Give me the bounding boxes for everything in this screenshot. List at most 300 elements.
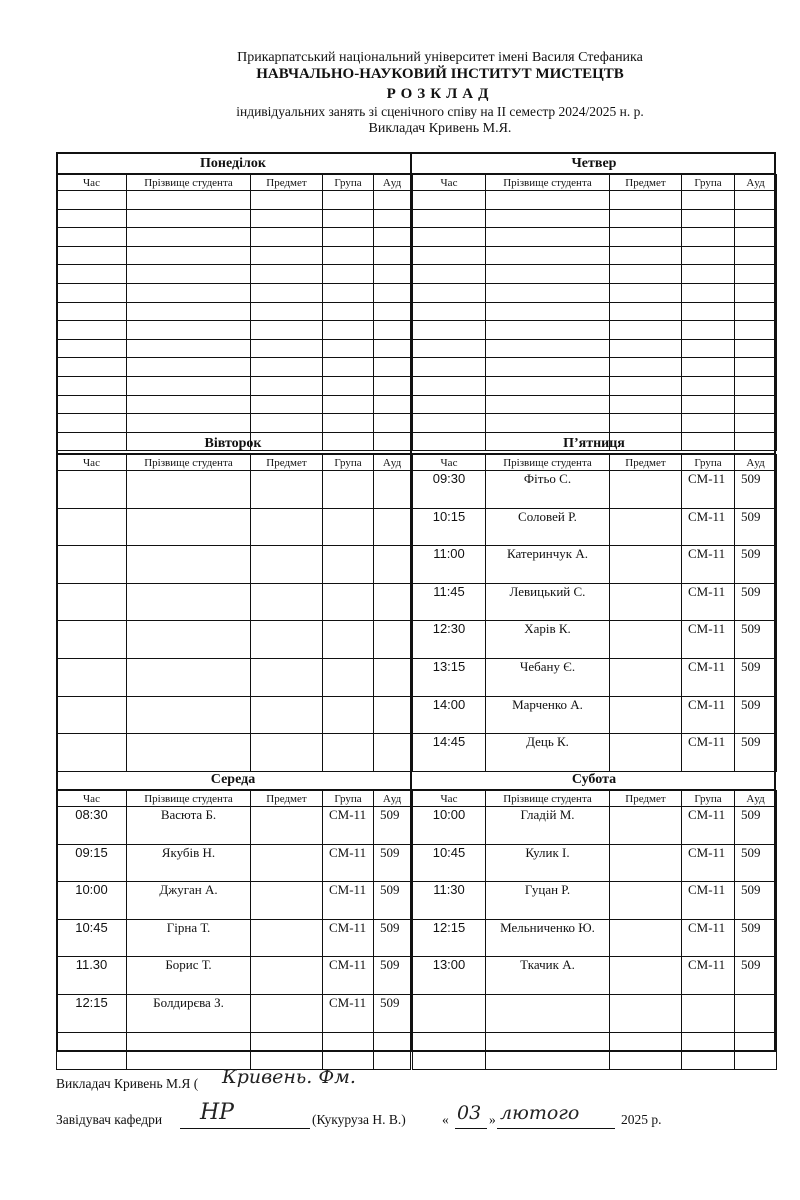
table-row: [57, 321, 411, 340]
cell-group: СМ-11: [682, 807, 735, 845]
column-header-group: Група: [323, 791, 374, 807]
table-row: [413, 546, 777, 584]
table-row: [57, 228, 411, 247]
column-header-room: Aуд: [374, 791, 411, 807]
cell-subject: [610, 191, 682, 210]
cell-group: СМ-11: [682, 546, 735, 584]
cell-time: 11:30: [413, 882, 486, 920]
cell-subject: [610, 395, 682, 414]
table-row: [57, 1032, 411, 1070]
cell-room: 509: [735, 508, 777, 546]
table-row: [57, 583, 411, 621]
cell-subject: [251, 358, 323, 377]
cell-student: Чебану Є.: [486, 658, 610, 696]
cell-group: СМ-11: [682, 658, 735, 696]
cell-room: [735, 339, 777, 358]
table-row: [413, 283, 777, 302]
cell-room: [735, 265, 777, 284]
panel-tuesday: [56, 434, 410, 770]
cell-room: [374, 1032, 411, 1070]
cell-subject: [251, 321, 323, 340]
cell-subject: [610, 209, 682, 228]
cell-room: [735, 283, 777, 302]
cell-student: Гірна Т.: [127, 919, 251, 957]
column-header-student: Прізвище студента: [127, 791, 251, 807]
cell-group: СМ-11: [323, 844, 374, 882]
cell-room: [735, 395, 777, 414]
cell-group: [323, 321, 374, 340]
table-row: [57, 471, 411, 509]
document-subtitle: індивідуальних занять зі сценічного співу на ІІ семестр 2024/2025 н. р.: [236, 104, 644, 119]
cell-subject: [251, 209, 323, 228]
cell-time: [57, 546, 127, 584]
cell-student: Ткачик А.: [486, 957, 610, 995]
table-row: [57, 246, 411, 265]
cell-subject: [610, 696, 682, 734]
cell-room: [374, 302, 411, 321]
cell-student: Борис Т.: [127, 957, 251, 995]
table-row: [57, 209, 411, 228]
cell-time: [413, 209, 486, 228]
cell-time: [57, 283, 127, 302]
cell-group: [323, 621, 374, 659]
table-row: [413, 508, 777, 546]
cell-room: [374, 734, 411, 772]
cell-student: [127, 546, 251, 584]
table-row: [57, 882, 411, 920]
cell-student: Соловей Р.: [486, 508, 610, 546]
column-header-room: Aуд: [735, 791, 777, 807]
cell-group: [323, 376, 374, 395]
cell-student: [486, 302, 610, 321]
cell-time: 08:30: [57, 807, 127, 845]
cell-group: [682, 395, 735, 414]
cell-subject: [610, 621, 682, 659]
cell-room: [374, 246, 411, 265]
cell-room: 509: [735, 658, 777, 696]
panel-thursday: [412, 154, 776, 434]
cell-time: [57, 583, 127, 621]
table-row: [413, 471, 777, 509]
cell-subject: [610, 1032, 682, 1070]
cell-student: [127, 209, 251, 228]
table-row: [413, 807, 777, 845]
cell-subject: [610, 994, 682, 1032]
cell-time: 11:00: [413, 546, 486, 584]
cell-group: [323, 339, 374, 358]
schedule-table-monday: [56, 174, 411, 451]
table-row: [57, 376, 411, 395]
cell-subject: [610, 302, 682, 321]
cell-group: СМ-11: [682, 621, 735, 659]
column-header-time: Час: [57, 175, 127, 191]
column-header-subject: Предмет: [610, 175, 682, 191]
cell-room: 509: [735, 734, 777, 772]
cell-group: [323, 265, 374, 284]
cell-subject: [251, 376, 323, 395]
panel-monday: [56, 154, 410, 434]
cell-time: 09:30: [413, 471, 486, 509]
column-header-room: Aуд: [735, 455, 777, 471]
cell-student: [486, 376, 610, 395]
cell-student: [127, 395, 251, 414]
cell-room: [374, 658, 411, 696]
cell-group: [682, 246, 735, 265]
table-row: [57, 658, 411, 696]
cell-subject: [610, 583, 682, 621]
cell-time: [413, 246, 486, 265]
cell-room: 509: [735, 621, 777, 659]
cell-room: 509: [374, 807, 411, 845]
cell-time: 09:15: [57, 844, 127, 882]
column-header-time: Час: [57, 791, 127, 807]
cell-student: [127, 228, 251, 247]
day-title-thursday: Четвер: [412, 154, 776, 174]
cell-student: [127, 508, 251, 546]
cell-student: [486, 321, 610, 340]
schedule-table-tuesday: [56, 454, 411, 772]
day-title-tuesday: Вівторок: [56, 434, 410, 454]
cell-room: [374, 376, 411, 395]
cell-time: [57, 302, 127, 321]
cell-time: 10:00: [413, 807, 486, 845]
table-row: [57, 283, 411, 302]
cell-time: [413, 395, 486, 414]
table-row: [413, 696, 777, 734]
cell-room: [374, 339, 411, 358]
cell-time: [413, 376, 486, 395]
cell-room: [735, 994, 777, 1032]
cell-room: [374, 283, 411, 302]
cell-group: СМ-11: [682, 471, 735, 509]
cell-student: [127, 658, 251, 696]
document-title: РОЗКЛАД: [386, 86, 494, 102]
cell-subject: [251, 621, 323, 659]
cell-subject: [251, 228, 323, 247]
cell-subject: [610, 658, 682, 696]
cell-subject: [610, 339, 682, 358]
cell-group: [682, 1032, 735, 1070]
column-header-student: Прізвище студента: [127, 455, 251, 471]
column-header-group: Група: [323, 175, 374, 191]
cell-room: [735, 209, 777, 228]
cell-group: [682, 376, 735, 395]
table-row: [413, 246, 777, 265]
cell-time: 14:00: [413, 696, 486, 734]
table-row: [57, 414, 411, 433]
column-header-time: Час: [57, 455, 127, 471]
cell-student: Гладій М.: [486, 807, 610, 845]
cell-group: СМ-11: [682, 919, 735, 957]
cell-room: [735, 228, 777, 247]
table-row: [57, 191, 411, 210]
cell-time: [413, 191, 486, 210]
table-row: [57, 844, 411, 882]
table-row: [413, 302, 777, 321]
cell-student: Болдирєва З.: [127, 994, 251, 1032]
cell-room: 509: [735, 583, 777, 621]
table-row: [57, 395, 411, 414]
cell-student: [127, 339, 251, 358]
cell-room: 509: [735, 471, 777, 509]
cell-subject: [251, 844, 323, 882]
table-row: [413, 583, 777, 621]
cell-subject: [610, 546, 682, 584]
cell-room: [735, 191, 777, 210]
cell-group: СМ-11: [323, 882, 374, 920]
cell-student: [486, 191, 610, 210]
cell-group: [323, 696, 374, 734]
cell-subject: [610, 376, 682, 395]
cell-time: [57, 339, 127, 358]
cell-time: [57, 395, 127, 414]
cell-group: [682, 209, 735, 228]
cell-room: 509: [735, 546, 777, 584]
cell-subject: [251, 734, 323, 772]
cell-room: [374, 508, 411, 546]
cell-student: [486, 994, 610, 1032]
cell-group: СМ-11: [682, 583, 735, 621]
column-header-student: Прізвище студента: [486, 175, 610, 191]
cell-subject: [251, 807, 323, 845]
cell-student: [127, 265, 251, 284]
date-quote-close: »: [489, 1112, 496, 1127]
cell-student: Гуцан Р.: [486, 882, 610, 920]
cell-group: [323, 414, 374, 433]
cell-subject: [251, 1032, 323, 1070]
cell-time: [413, 321, 486, 340]
column-header-subject: Предмет: [610, 791, 682, 807]
cell-group: [323, 246, 374, 265]
cell-group: [682, 228, 735, 247]
cell-group: [323, 358, 374, 377]
column-header-group: Група: [323, 455, 374, 471]
university-name: Прикарпатський національний університет імені Василя Стефаника: [237, 50, 643, 65]
cell-subject: [251, 191, 323, 210]
cell-time: 13:00: [413, 957, 486, 995]
cell-group: [323, 191, 374, 210]
cell-room: 509: [374, 957, 411, 995]
cell-group: СМ-11: [323, 994, 374, 1032]
cell-student: [127, 583, 251, 621]
table-row: [413, 376, 777, 395]
cell-group: [323, 1032, 374, 1070]
column-header-subject: Предмет: [610, 455, 682, 471]
cell-subject: [610, 471, 682, 509]
cell-student: [127, 696, 251, 734]
table-row: [413, 209, 777, 228]
table-row: [57, 734, 411, 772]
panel-saturday: [412, 770, 776, 1050]
cell-time: [57, 1032, 127, 1070]
cell-subject: [610, 283, 682, 302]
cell-time: [57, 228, 127, 247]
cell-room: [374, 209, 411, 228]
cell-student: [127, 734, 251, 772]
cell-group: СМ-11: [682, 696, 735, 734]
cell-time: [57, 246, 127, 265]
cell-time: [413, 358, 486, 377]
table-row: [57, 994, 411, 1032]
schedule-table-friday: [412, 454, 777, 772]
column-header-room: Aуд: [374, 175, 411, 191]
cell-subject: [251, 957, 323, 995]
schedule-table-saturday: [412, 790, 777, 1070]
cell-subject: [251, 414, 323, 433]
cell-time: 12:15: [57, 994, 127, 1032]
cell-group: [323, 583, 374, 621]
cell-subject: [610, 882, 682, 920]
cell-time: [57, 265, 127, 284]
cell-subject: [610, 844, 682, 882]
table-row: [413, 882, 777, 920]
column-header-group: Група: [682, 175, 735, 191]
table-row: [57, 508, 411, 546]
cell-group: СМ-11: [682, 844, 735, 882]
cell-group: [323, 228, 374, 247]
column-header-room: Aуд: [374, 455, 411, 471]
cell-group: СМ-11: [682, 508, 735, 546]
panel-wednesday: [56, 770, 410, 1050]
cell-student: [486, 228, 610, 247]
institute-name: НАВЧАЛЬНО-НАУКОВИЙ ІНСТИТУТ МИСТЕЦТВ: [256, 66, 624, 82]
cell-group: [323, 209, 374, 228]
cell-student: Джуган А.: [127, 882, 251, 920]
table-row: [57, 339, 411, 358]
cell-subject: [610, 508, 682, 546]
cell-subject: [251, 696, 323, 734]
cell-group: [682, 191, 735, 210]
cell-time: [413, 283, 486, 302]
head-of-department-label: Завідувач кафедри: [56, 1112, 163, 1127]
cell-subject: [251, 658, 323, 696]
cell-group: СМ-11: [323, 807, 374, 845]
cell-time: [413, 265, 486, 284]
date-month-line: [497, 1128, 615, 1129]
cell-time: [57, 471, 127, 509]
cell-time: 10:15: [413, 508, 486, 546]
cell-subject: [251, 508, 323, 546]
table-row: [57, 621, 411, 659]
cell-time: [413, 228, 486, 247]
cell-group: [323, 658, 374, 696]
cell-student: Левицький С.: [486, 583, 610, 621]
table-row: [413, 734, 777, 772]
cell-room: [735, 302, 777, 321]
cell-student: [127, 414, 251, 433]
cell-subject: [251, 265, 323, 284]
table-row: [413, 658, 777, 696]
cell-time: [413, 302, 486, 321]
cell-student: [486, 339, 610, 358]
date-quote-open: «: [442, 1112, 449, 1127]
cell-room: [735, 376, 777, 395]
cell-group: [682, 339, 735, 358]
cell-group: [682, 994, 735, 1032]
cell-subject: [610, 414, 682, 433]
cell-subject: [251, 919, 323, 957]
cell-student: [127, 471, 251, 509]
cell-room: [374, 621, 411, 659]
column-header-time: Час: [413, 455, 486, 471]
cell-time: [57, 696, 127, 734]
cell-student: [127, 376, 251, 395]
cell-subject: [251, 994, 323, 1032]
cell-subject: [251, 583, 323, 621]
cell-subject: [251, 283, 323, 302]
cell-subject: [610, 807, 682, 845]
cell-group: [323, 471, 374, 509]
date-day: 03: [457, 1102, 482, 1124]
cell-room: 509: [735, 882, 777, 920]
cell-student: [486, 358, 610, 377]
cell-room: [374, 265, 411, 284]
column-header-subject: Предмет: [251, 175, 323, 191]
column-header-room: Aуд: [735, 175, 777, 191]
cell-student: Дець К.: [486, 734, 610, 772]
table-row: [413, 994, 777, 1032]
teacher-signature-label: Викладач Кривень М.Я (: [56, 1076, 199, 1091]
cell-time: 13:15: [413, 658, 486, 696]
cell-time: [57, 209, 127, 228]
teacher-signature: Кривень. Фм.: [222, 1066, 356, 1088]
cell-student: [486, 414, 610, 433]
cell-student: Якубів Н.: [127, 844, 251, 882]
cell-student: Мельниченко Ю.: [486, 919, 610, 957]
cell-time: [57, 734, 127, 772]
cell-time: [57, 414, 127, 433]
cell-group: [682, 358, 735, 377]
cell-subject: [251, 882, 323, 920]
table-row: [57, 546, 411, 584]
cell-subject: [610, 957, 682, 995]
cell-room: 509: [374, 844, 411, 882]
table-row: [413, 358, 777, 377]
day-title-saturday: Субота: [412, 770, 776, 790]
table-row: [57, 919, 411, 957]
table-row: [57, 957, 411, 995]
cell-time: 10:45: [57, 919, 127, 957]
cell-student: [127, 321, 251, 340]
day-title-wednesday: Середа: [56, 770, 410, 790]
teacher-line: Викладач Кривень М.Я.: [368, 121, 512, 136]
cell-room: [374, 321, 411, 340]
cell-subject: [251, 246, 323, 265]
cell-student: [127, 246, 251, 265]
cell-time: [413, 1032, 486, 1070]
column-header-subject: Предмет: [251, 455, 323, 471]
cell-subject: [610, 358, 682, 377]
cell-room: 509: [735, 919, 777, 957]
table-row: [413, 265, 777, 284]
cell-student: Харів К.: [486, 621, 610, 659]
column-header-student: Прізвище студента: [486, 791, 610, 807]
cell-student: Фітьо С.: [486, 471, 610, 509]
cell-student: Катеринчук А.: [486, 546, 610, 584]
cell-subject: [251, 395, 323, 414]
cell-student: [486, 209, 610, 228]
table-row: [413, 339, 777, 358]
schedule-table-wednesday: [56, 790, 411, 1070]
column-header-time: Час: [413, 791, 486, 807]
cell-student: Марченко А.: [486, 696, 610, 734]
cell-time: 12:15: [413, 919, 486, 957]
table-row: [57, 302, 411, 321]
cell-time: 10:00: [57, 882, 127, 920]
cell-subject: [610, 919, 682, 957]
table-row: [57, 265, 411, 284]
cell-subject: [610, 734, 682, 772]
